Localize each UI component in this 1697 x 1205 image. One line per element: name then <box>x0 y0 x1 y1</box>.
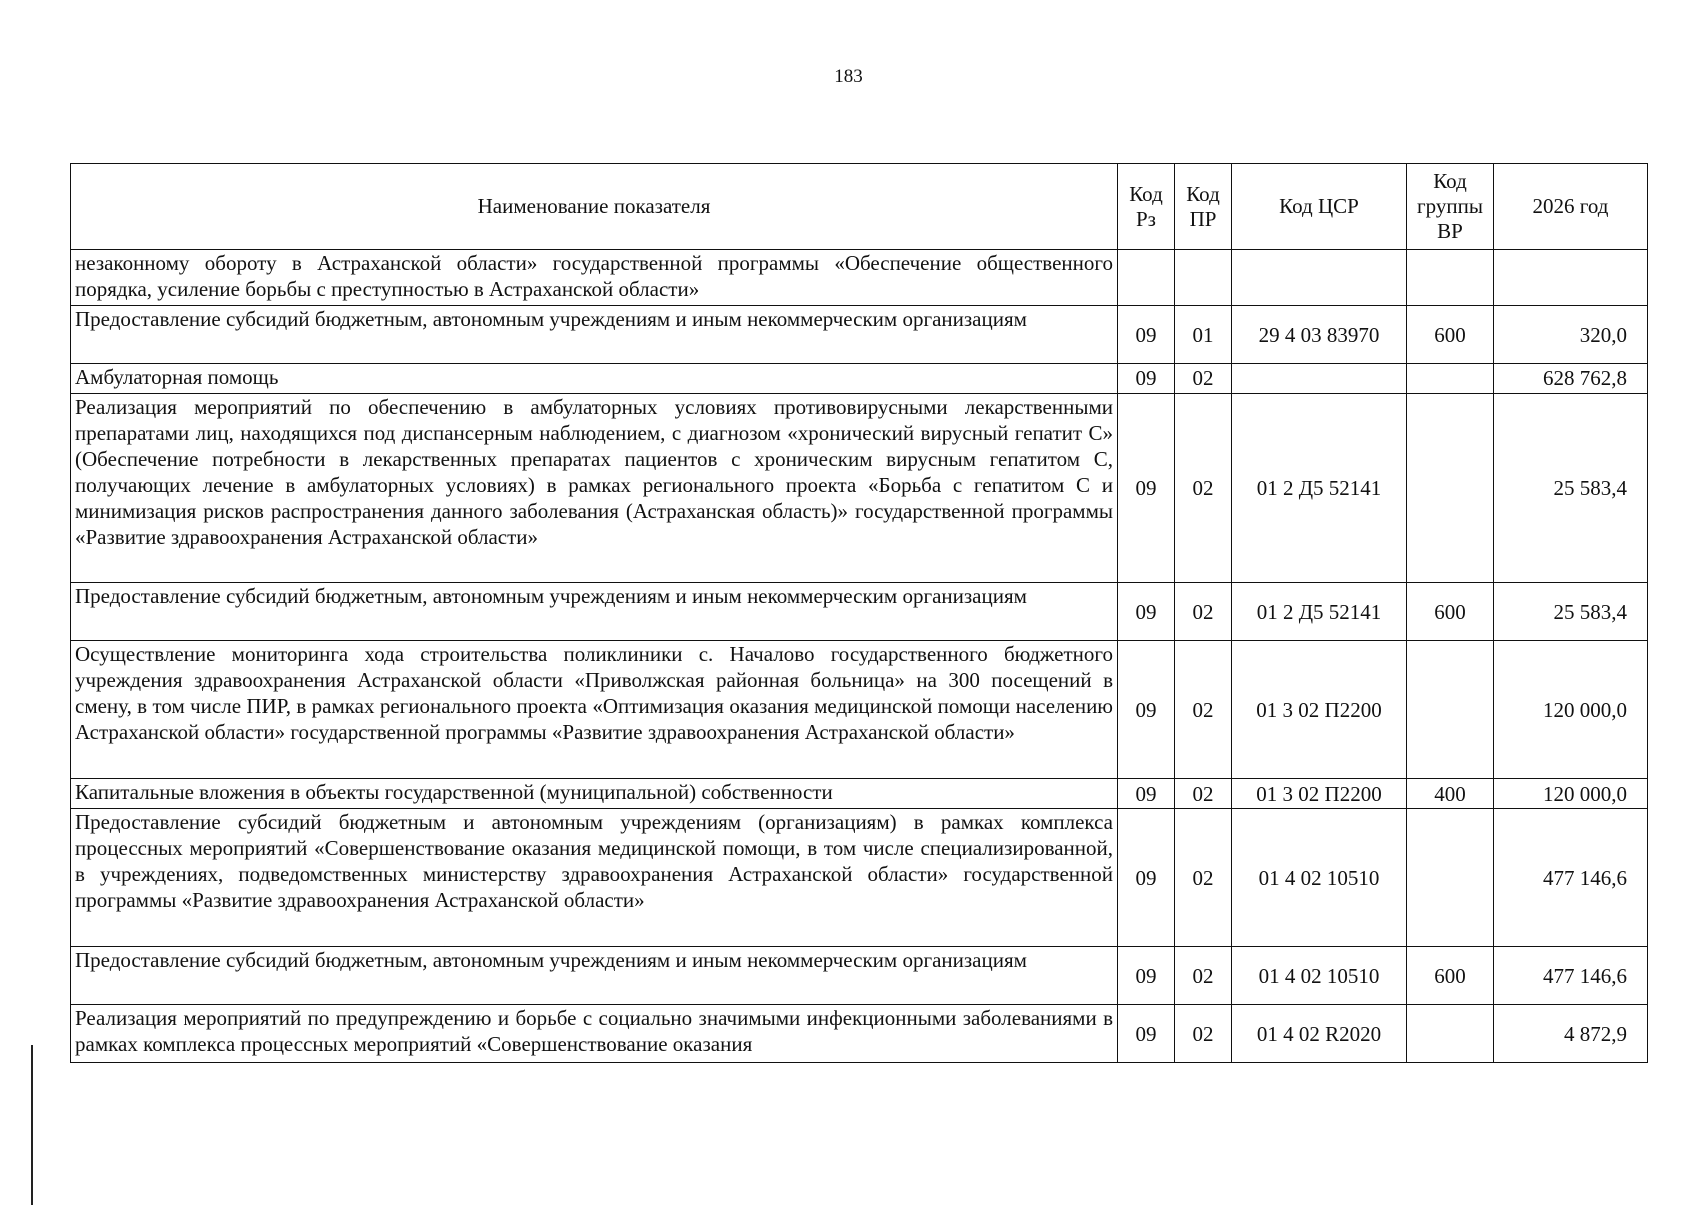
cell-pr: 02 <box>1175 641 1232 779</box>
cell-vr: 600 <box>1407 947 1494 1005</box>
cell-amount: 4 872,9 <box>1494 1005 1648 1063</box>
cell-rz: 09 <box>1118 583 1175 641</box>
cell-name: незаконному обороту в Астраханской области» государственной программы «Обеспечение общественного порядка, усиление борьбы с преступностью в Астраханской области» <box>71 250 1118 306</box>
cell-name: Амбулаторная помощь <box>71 364 1118 394</box>
cell-pr: 01 <box>1175 306 1232 364</box>
cell-name: Осуществление мониторинга хода строительства поликлиники с. Началово государственного бюджетного учреждения здравоохранения Астраханской области «Приволжская районная больница» на 300 посещений в смену, в том числе ПИР, в рамках регионального проекта «Оптимизация оказания медицинской помощи населению Астраханской области» государственной программы «Развитие здравоохранения Астраханской области» <box>71 641 1118 779</box>
cell-amount: 120 000,0 <box>1494 641 1648 779</box>
cell-name: Предоставление субсидий бюджетным, автономным учреждениям и иным некоммерческим организациям <box>71 583 1118 641</box>
table-row <box>71 947 1648 1005</box>
table-header-row <box>71 164 1648 250</box>
cell-pr: 02 <box>1175 1005 1232 1063</box>
header-csr: Код ЦСР <box>1232 164 1407 250</box>
cell-csr: 01 4 02 R2020 <box>1232 1005 1407 1063</box>
cell-csr <box>1232 364 1407 394</box>
cell-rz: 09 <box>1118 641 1175 779</box>
cell-amount: 628 762,8 <box>1494 364 1648 394</box>
cell-amount: 25 583,4 <box>1494 583 1648 641</box>
cell-rz: 09 <box>1118 779 1175 809</box>
header-vr: Код группы ВР <box>1407 164 1494 250</box>
cell-vr: 600 <box>1407 306 1494 364</box>
scan-edge-line <box>31 1045 33 1205</box>
cell-csr: 01 2 Д5 52141 <box>1232 394 1407 583</box>
cell-pr <box>1175 250 1232 306</box>
cell-csr: 01 3 02 П2200 <box>1232 779 1407 809</box>
budget-table <box>70 163 1648 1063</box>
cell-csr: 01 4 02 10510 <box>1232 809 1407 947</box>
cell-name: Капитальные вложения в объекты государственной (муниципальной) собственности <box>71 779 1118 809</box>
cell-amount: 120 000,0 <box>1494 779 1648 809</box>
header-name: Наименование показателя <box>71 164 1118 250</box>
cell-pr: 02 <box>1175 364 1232 394</box>
cell-vr <box>1407 250 1494 306</box>
cell-rz: 09 <box>1118 809 1175 947</box>
table-row <box>71 583 1648 641</box>
table-row <box>71 394 1648 583</box>
cell-pr: 02 <box>1175 947 1232 1005</box>
cell-rz: 09 <box>1118 394 1175 583</box>
cell-amount: 25 583,4 <box>1494 394 1648 583</box>
header-pr: Код ПР <box>1175 164 1232 250</box>
table-row <box>71 641 1648 779</box>
cell-vr <box>1407 364 1494 394</box>
table-row <box>71 809 1648 947</box>
cell-vr: 600 <box>1407 583 1494 641</box>
cell-name: Предоставление субсидий бюджетным и автономным учреждениям (организациям) в рамках комплекса процессных мероприятий «Совершенствование оказания медицинской помощи, в том числе специализированной, в учреждениях, подведомственных министерству здравоохранения Астраханской области» государственной программы «Развитие здравоохранения Астраханской области» <box>71 809 1118 947</box>
cell-rz: 09 <box>1118 947 1175 1005</box>
cell-amount: 477 146,6 <box>1494 809 1648 947</box>
cell-name: Предоставление субсидий бюджетным, автономным учреждениям и иным некоммерческим организациям <box>71 947 1118 1005</box>
page-number: 183 <box>834 66 863 87</box>
cell-csr: 29 4 03 83970 <box>1232 306 1407 364</box>
cell-pr: 02 <box>1175 583 1232 641</box>
table-row <box>71 364 1648 394</box>
header-year: 2026 год <box>1494 164 1648 250</box>
table-row <box>71 779 1648 809</box>
cell-pr: 02 <box>1175 394 1232 583</box>
cell-csr <box>1232 250 1407 306</box>
cell-vr <box>1407 1005 1494 1063</box>
cell-name: Реализация мероприятий по предупреждению и борьбе с социально значимыми инфекционными заболеваниями в рамках комплекса процессных мероприятий «Совершенствование оказания <box>71 1005 1118 1063</box>
cell-rz: 09 <box>1118 364 1175 394</box>
cell-vr <box>1407 809 1494 947</box>
cell-rz: 09 <box>1118 1005 1175 1063</box>
cell-pr: 02 <box>1175 779 1232 809</box>
header-rz: Код Рз <box>1118 164 1175 250</box>
cell-rz: 09 <box>1118 306 1175 364</box>
cell-amount <box>1494 250 1648 306</box>
cell-amount: 320,0 <box>1494 306 1648 364</box>
cell-name: Предоставление субсидий бюджетным, автономным учреждениям и иным некоммерческим организациям <box>71 306 1118 364</box>
table-row <box>71 250 1648 306</box>
cell-rz <box>1118 250 1175 306</box>
cell-amount: 477 146,6 <box>1494 947 1648 1005</box>
cell-vr <box>1407 641 1494 779</box>
cell-csr: 01 4 02 10510 <box>1232 947 1407 1005</box>
cell-name: Реализация мероприятий по обеспечению в амбулаторных условиях противовирусными лекарственными препаратами лиц, находящихся под диспансерным наблюдением, с диагнозом «хронический вирусный гепатит С» (Обеспечение потребности в лекарственных препаратах пациентов с хроническим вирусным гепатитом С, получающих лечение в амбулаторных условиях) в рамках регионального проекта «Борьба с гепатитом С и минимизация рисков распространения данного заболевания (Астраханская область)» государственной программы «Развитие здравоохранения Астраханской области» <box>71 394 1118 583</box>
cell-pr: 02 <box>1175 809 1232 947</box>
table-row <box>71 306 1648 364</box>
cell-csr: 01 3 02 П2200 <box>1232 641 1407 779</box>
table-row <box>71 1005 1648 1063</box>
cell-vr <box>1407 394 1494 583</box>
cell-vr: 400 <box>1407 779 1494 809</box>
cell-csr: 01 2 Д5 52141 <box>1232 583 1407 641</box>
